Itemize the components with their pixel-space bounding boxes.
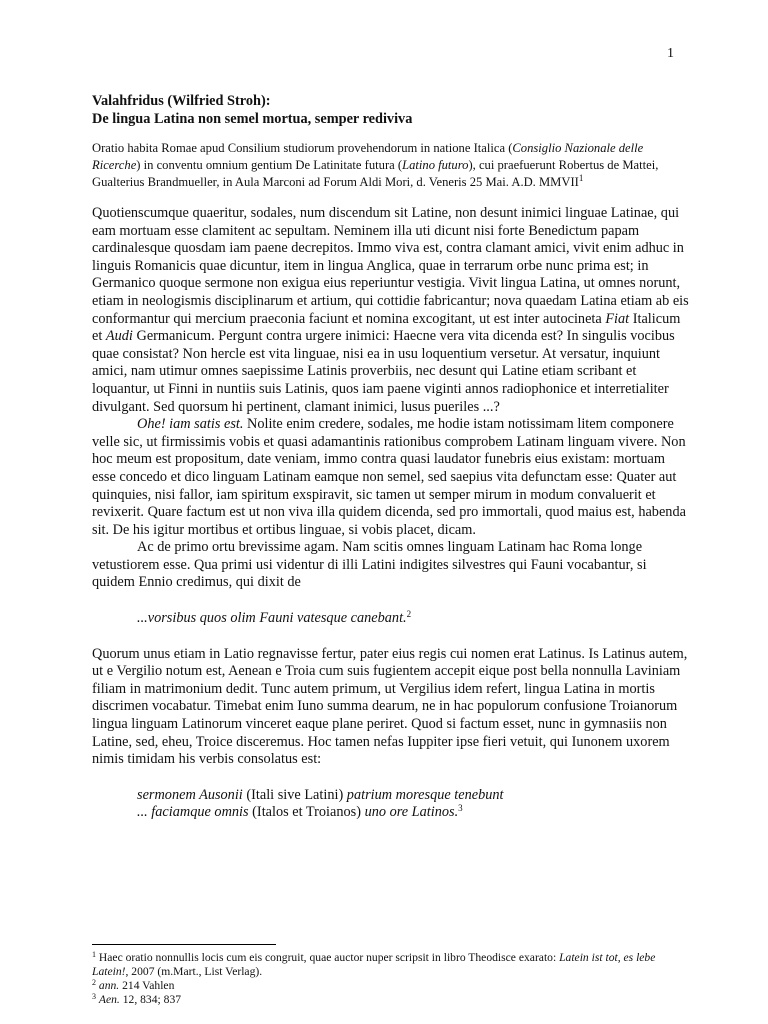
footnote-separator <box>92 944 276 945</box>
footnote-ref: 3 <box>458 803 463 814</box>
footnotes <box>92 951 692 1007</box>
footnote-number: 2 <box>92 978 96 987</box>
text-run: Italicum et <box>92 310 681 345</box>
paragraph <box>92 416 692 539</box>
footnote <box>92 993 692 1007</box>
text-italic: ... faciamque omnis <box>137 804 249 821</box>
paragraph <box>92 205 692 416</box>
text-italic: uno ore Latinos. <box>364 804 459 821</box>
verse-line <box>137 804 692 822</box>
subtitle-text: Oratio habita Romae apud Consilium studiorum provehendorum in natione Italica ( <box>92 141 513 155</box>
text-italic: sermonem Ausonii <box>137 786 243 803</box>
footnote-ref: 1 <box>578 173 584 183</box>
spacer <box>92 769 692 787</box>
text-run: 12, 834; 837 <box>119 993 182 1006</box>
subtitle-italic: Consiglio Nazionale delle Ricerche <box>92 141 644 172</box>
spacer <box>92 628 692 646</box>
text-italic: ...vorsibus quos olim Fauni vatesque canebant. <box>137 610 407 627</box>
text-run: (Itali sive Latini) <box>242 786 347 803</box>
title-main: De lingua Latina non semel mortua, semper rediviva <box>92 111 413 127</box>
text-run: 214 Vahlen <box>119 979 175 992</box>
text-run: (Italos et Troianos) <box>248 804 365 821</box>
subtitle-italic: Latino futuro <box>402 158 469 172</box>
spacer <box>92 592 692 610</box>
footnote <box>92 951 692 979</box>
paragraph: Quorum unus etiam in Latio regnavisse fertur, pater eius regis cui nomen erat Latinus. Is Latinus autem, ut e Vergilio notum est, Aenean e Troia cum suis fugientem accepit eique post bella nonnulla Laviniam filiam in matrimonium dedit. Tunc autem primum, ut Vergilius idem refert, lingua Latina in mortis discrimen vocabatur. Timebat enim Iuno summa dearum, ne in hac populorum confusione Troianorum lingua linguam Latinorum vinceret eaque plane periret. Quod si factum esset, nunc in gymnasiis non Latine, sed, eheu, Troice disceremus. Hoc tamen nefas Iuppiter ipse fieri vetuit, qui Iunonem uxorem nimis timidam his verbis consolatus est: <box>92 645 688 768</box>
block-quote <box>137 610 692 628</box>
text-run: Quotienscumque quaeritur, sodales, num discendum sit Latine, non desunt inimici linguae Latinae, qui eam mortuam esse clamitent ac sepultam. Neminem illa uti dicunt nisi forte Benedictum papam cardinalesque quosdam iam paene decrepitos. Immo viva est, contra clamant amici, vivit enim adhuc in linguis Romanicis quae dicuntur, item in lingua Anglica, quae in terrarum orbe nunc prima est; in Germanico quoque sermone non exigua eius reperiuntur vestigia. Vivit lingua Latina, ut omnes norunt, etiam in neologismis disciplinarum et artium, qui cottidie fabricantur; nova quaedam Latina etiam ab eis conformantur qui mercium praeconia faciunt et nomina excogitant, ut est inter autocineta <box>92 205 689 327</box>
document-subtitle <box>92 140 692 191</box>
subtitle-text: ), cui praefuerunt Robertus de Mattei, Gualterius Brandmueller, in Aula Marconi ad Forum Aldi Mori, d. Veneris 25 Mai. A.D. MMVII <box>92 158 659 189</box>
text-italic: ann. <box>98 979 120 992</box>
subtitle-text: ) in conventu omnium gentium De Latinitate futura ( <box>136 158 403 172</box>
page-number: 1 <box>667 46 674 61</box>
text-italic: Fiat <box>605 310 630 327</box>
document-body <box>92 205 692 822</box>
text-italic: Audi <box>105 328 133 345</box>
title-author: Valahfridus (Wilfried Stroh): <box>92 93 271 109</box>
footnote-ref: 2 <box>406 609 412 620</box>
text-italic: patrium moresque tenebunt <box>346 786 504 803</box>
text-run: Nolite enim credere, sodales, me hodie istam notissimam litem componere velle sic, ut firmissimis vobis et quasi adamantinis rationibus comprobem Latinam linguam vivere. Non hoc meum est propositum, date veniam, immo contra quasi laudator funebris eius existam: mortuam esse concedo et dico linguam Latinam eamque non semel, sed saepius vita defunctam esse: Quater aut quinquies, nisi fallor, iam spiritum exspiravit, sic tamen ut semper mirum in modum convaluerit et revixerit. Quare factum est ut non viva illa quidem dicenda, sed pro immortali, quod maius est, habenda sit. De his igitur mortibus et ortibus linguae, si vobis placet, dicam. <box>92 416 686 538</box>
text-italic: Latein ist tot, es lebe Latein! <box>92 951 656 978</box>
document-title <box>92 92 692 128</box>
footnote-number: 1 <box>92 950 96 959</box>
text-italic: Ohe! iam satis est. <box>137 416 244 433</box>
text-italic: Aen. <box>98 993 120 1006</box>
verse-line <box>137 787 692 805</box>
text-run: Germanicum. Pergunt contra urgere inimici: Haecne vera vita dicenda est? In singulis vocibus quae consistat? Non hercle est vita linguae, nisi ea in usu loquentium versetur. At versatur, inquiunt amici, nam utimur omnes saepissime Latinis proverbiis, nec desunt qui Latine etiam scribant et loquantur, ut Finni in nuntiis suis Latinis, quos iam paene viginti annos radiophonice et interretialiter divulgant. Sed quorsum hi pertinent, clamant inimici, lusus pueriles ...? <box>92 328 675 415</box>
text-run: , 2007 (m.Mart., List Verlag). <box>125 965 263 978</box>
text-run: Haec oratio nonnullis locis cum eis congruit, quae auctor nuper scripsit in libro Theodisce exarato: <box>96 951 560 964</box>
paragraph: Ac de primo ortu brevissime agam. Nam scitis omnes linguam Latinam hac Roma longe vetustiorem esse. Qua primi usi videntur di illi Latini indigites silvestres qui Fauni vocabantur, si quidem Ennio credimus, qui dixit de <box>92 539 647 591</box>
footnote <box>92 979 692 993</box>
footnote-number: 3 <box>92 992 96 1001</box>
